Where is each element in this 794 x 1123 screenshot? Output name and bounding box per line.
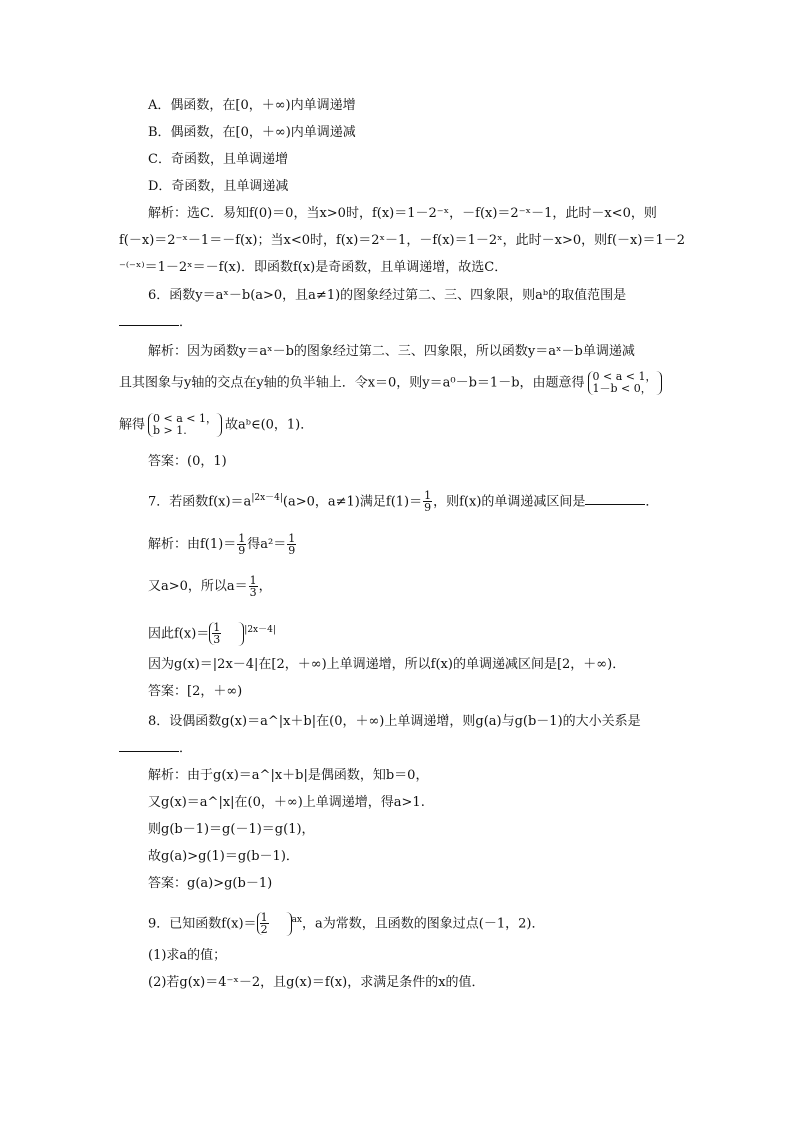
q7-line-2: [148, 575, 272, 598]
q6-analysis-2: [119, 371, 665, 395]
fraction-one-ninth: [423, 490, 432, 513]
q8-stem-end: ．: [179, 741, 193, 756]
q6-solve: [119, 413, 313, 437]
answer-blank: [119, 739, 179, 752]
q6-answer: 答案：(0，1): [148, 454, 227, 469]
q7-line-4: 因为g(x)＝|2x－4|在[2，＋∞)上单调递增，所以f(x)的单调递减区间是[2，＋∞)．: [148, 657, 626, 672]
q8-stem-blank-line: [119, 739, 192, 759]
paren-fraction: [209, 622, 221, 645]
q9-stem: [148, 910, 544, 936]
q9-stem-b: ，a为常数，且函数的图象过点(－1，2)．: [302, 916, 545, 932]
frac-num: 1: [288, 532, 296, 545]
solution-2: b > 1.: [153, 424, 187, 437]
q9-stem-a: 9．已知函数f(x)＝: [148, 916, 257, 932]
q9-stem-exp: ax: [291, 915, 303, 925]
frac-num: 1: [238, 532, 246, 545]
frac-num: 1: [424, 489, 432, 503]
q6-analysis-2-text: 且其图象与y轴的交点在y轴的负半轴上．令x＝0，则y＝a⁰－b＝1－b，由题意得: [119, 375, 585, 391]
answer-blank: [585, 492, 645, 505]
q7-stem: [148, 488, 658, 513]
solution-1: 0 < a < 1，: [153, 412, 217, 425]
fraction-one-half: [260, 912, 269, 935]
answer-blank: [119, 313, 179, 326]
q8-line-4: 故g(a)>g(1)＝g(b－1)．: [148, 849, 299, 864]
solve-label: 解得: [119, 417, 146, 433]
q6-stem-blank-line: [119, 313, 192, 333]
q7-line3-a: 因此f(x)＝: [148, 626, 210, 642]
frac-den: 9: [238, 544, 246, 557]
frac-den: 9: [288, 544, 296, 557]
fraction-one-third: [249, 575, 258, 598]
frac-den: 9: [424, 501, 432, 515]
q7-line-3: [148, 620, 276, 646]
option-c: C．奇函数，且单调递增: [148, 152, 288, 167]
frac-num: 1: [249, 574, 257, 587]
q8-stem: 8．设偶函数g(x)＝a^|x＋b|在(0，＋∞)上单调递增，则g(a)与g(b－1)的大小关系是: [148, 714, 641, 729]
q7-line1-a: 解析：由f(1)＝: [148, 537, 237, 552]
frac-den: 2: [260, 923, 268, 937]
option-a: A．偶函数，在[0，＋∞)内单调递增: [148, 98, 356, 113]
frac-num: 1: [260, 911, 268, 925]
q7-stem-exp: |2x－4|: [251, 493, 283, 503]
q9-part-1: (1)求a的值；: [148, 948, 227, 963]
q5-analysis-line-1: 解析：选C．易知f(0)＝0，当x>0时，f(x)＝1－2⁻ˣ，－f(x)＝2⁻ˣ－1，此时－x<0，则: [148, 206, 657, 221]
q6-stem-end: ．: [179, 315, 193, 330]
q8-line-2: 又g(x)＝a^|x|在(0，＋∞)上单调递增，得a>1.: [148, 795, 425, 810]
option-b: B．偶函数，在[0，＋∞)内单调递减: [148, 125, 356, 140]
q8-line-3: 则g(b－1)＝g(－1)＝g(1)，: [148, 822, 315, 837]
q7-line2-end: ，: [258, 579, 272, 594]
option-d: D．奇函数，且单调递减: [148, 179, 289, 194]
paren-fraction: [257, 912, 269, 935]
q8-answer: 答案：g(a)>g(b－1): [148, 876, 273, 891]
q7-line1-b: 得a²＝: [247, 537, 287, 552]
q5-analysis-line-3: ⁻⁽⁻ˣ⁾＝1－2ˣ＝－f(x)．即函数f(x)是奇函数，且单调递增，故选C．: [119, 260, 508, 275]
q7-line-1: [148, 533, 297, 556]
q7-stem-end: ．: [645, 494, 659, 510]
q7-line2-a: 又a>0，所以a＝: [148, 579, 248, 594]
q7-stem-c: ，则f(x)的单调递减区间是: [433, 494, 586, 510]
q5-analysis-line-2: f(－x)＝2⁻ˣ－1＝－f(x)；当x<0时，f(x)＝2ˣ－1，－f(x)＝1－2ˣ，此时－x>0，则f(－x)＝1－2: [119, 233, 685, 248]
frac-den: 3: [249, 586, 257, 599]
condition-system: [588, 371, 662, 395]
q6-stem: 6．函数y＝aˣ－b(a>0，且a≠1)的图象经过第二、三、四象限，则aᵇ的取值范围是: [148, 288, 627, 303]
q8-line-1: 解析：由于g(x)＝a^|x＋b|是偶函数，知b＝0，: [148, 768, 429, 783]
fraction-one-ninth: [287, 533, 296, 556]
fraction-one-ninth: [237, 533, 246, 556]
q7-stem-b: (a>0，a≠1)满足f(1)＝: [282, 494, 423, 510]
q7-stem-a: 7．若函数f(x)＝a: [148, 494, 252, 510]
paren-close: [269, 912, 292, 936]
solve-result: 故aᵇ∈(0，1)．: [225, 417, 314, 433]
fraction-one-third: [212, 622, 221, 645]
paren-close: [221, 622, 244, 646]
q7-line3-exp: |2x－4|: [244, 625, 276, 635]
q9-part-2: (2)若g(x)＝4⁻ˣ－2，且g(x)＝f(x)，求满足条件的x的值．: [148, 975, 485, 990]
q6-analysis-1: 解析：因为函数y＝aˣ－b的图象经过第二、三、四象限，所以函数y＝aˣ－b单调递减: [148, 344, 635, 359]
q7-answer: 答案：[2，＋∞): [148, 684, 243, 699]
condition-2: 1－b < 0，: [592, 382, 652, 395]
frac-num: 1: [213, 621, 221, 635]
frac-den: 3: [213, 633, 221, 647]
solution-system: [148, 413, 222, 437]
condition-1: 0 < a < 1，: [592, 370, 657, 383]
